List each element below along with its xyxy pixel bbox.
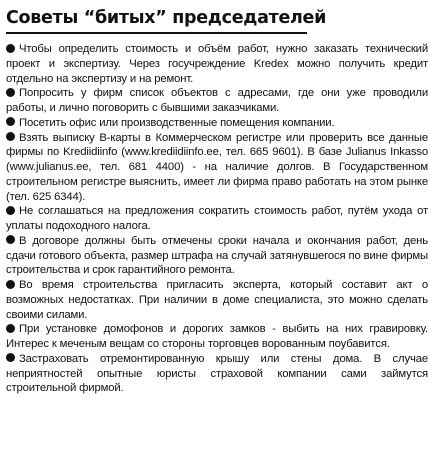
tip-item bbox=[6, 322, 428, 352]
tip-text: Взять выписку В-карты в Коммерческом регистре или проверить все данные фирмы по Krediidiinfo (www.krediidiinfo.ee, тел. 665 9601). В базе Julianus Inkasso (www.julianus.ee, тел. 681 4400) - на наличие долгов. В Государственном строительном регистре выяснить, имеет ли фирма право работать на этом рынке (тел. 625 6344). bbox=[6, 131, 428, 203]
tip-item bbox=[6, 278, 428, 322]
tip-text: В договоре должны быть отмечены сроки начала и окончания работ, день сдачи готового объекта, размер штрафа на случай затянувшегося по вине фирмы строительства и срок гарантийного ремонта. bbox=[6, 234, 428, 277]
tip-item bbox=[6, 204, 428, 234]
bullet-icon bbox=[6, 353, 15, 362]
tip-text: Чтобы определить стоимость и объём работ, нужно заказать технический проект и экспертизу. Через госучреждение Kredex можно получить кредит отдельно на экспертизу и на ремонт. bbox=[6, 43, 428, 85]
tip-item bbox=[6, 352, 428, 396]
tip-item bbox=[6, 42, 428, 86]
tip-text: Попросить у фирм список объектов с адресами, где они уже проводили работы, и лично поговорить с бывшими заказчиками. bbox=[6, 87, 428, 114]
bullet-icon bbox=[6, 44, 15, 53]
tip-item bbox=[6, 234, 428, 278]
bullet-icon bbox=[6, 235, 15, 244]
tip-text: При установке домофонов и дорогих замков - выбить на них гравировку. Интерес к меченым вещам со стороны торговцев ворованным поубавится. bbox=[6, 323, 428, 350]
bullet-icon bbox=[6, 117, 15, 126]
tip-text: Застраховать отремонтированную крышу или стены дома. В случае неприятностей опытные юристы страховой компании сами займутся строительной фирмой. bbox=[6, 352, 428, 395]
bullet-icon bbox=[6, 206, 15, 215]
tip-item bbox=[6, 116, 428, 131]
tip-text: Посетить офис или производственные помещения компании. bbox=[19, 116, 335, 129]
bullet-icon bbox=[6, 132, 15, 141]
tip-item bbox=[6, 86, 428, 116]
tip-item bbox=[6, 131, 428, 205]
title-underline bbox=[6, 32, 307, 34]
bullet-icon bbox=[6, 280, 15, 289]
article-title: Советы “битых” председателей bbox=[6, 8, 327, 28]
bullet-icon bbox=[6, 324, 15, 333]
tip-text: Не соглашаться на предложения сократить стоимость работ, путём ухода от уплаты подоходного налога. bbox=[6, 205, 428, 232]
bullet-icon bbox=[6, 88, 15, 97]
tips-list bbox=[6, 42, 428, 396]
tip-text: Во время строительства пригласить эксперта, который составит акт о возможных недостатках. При наличии в доме специалиста, это можно сделать своими силами. bbox=[6, 279, 428, 321]
